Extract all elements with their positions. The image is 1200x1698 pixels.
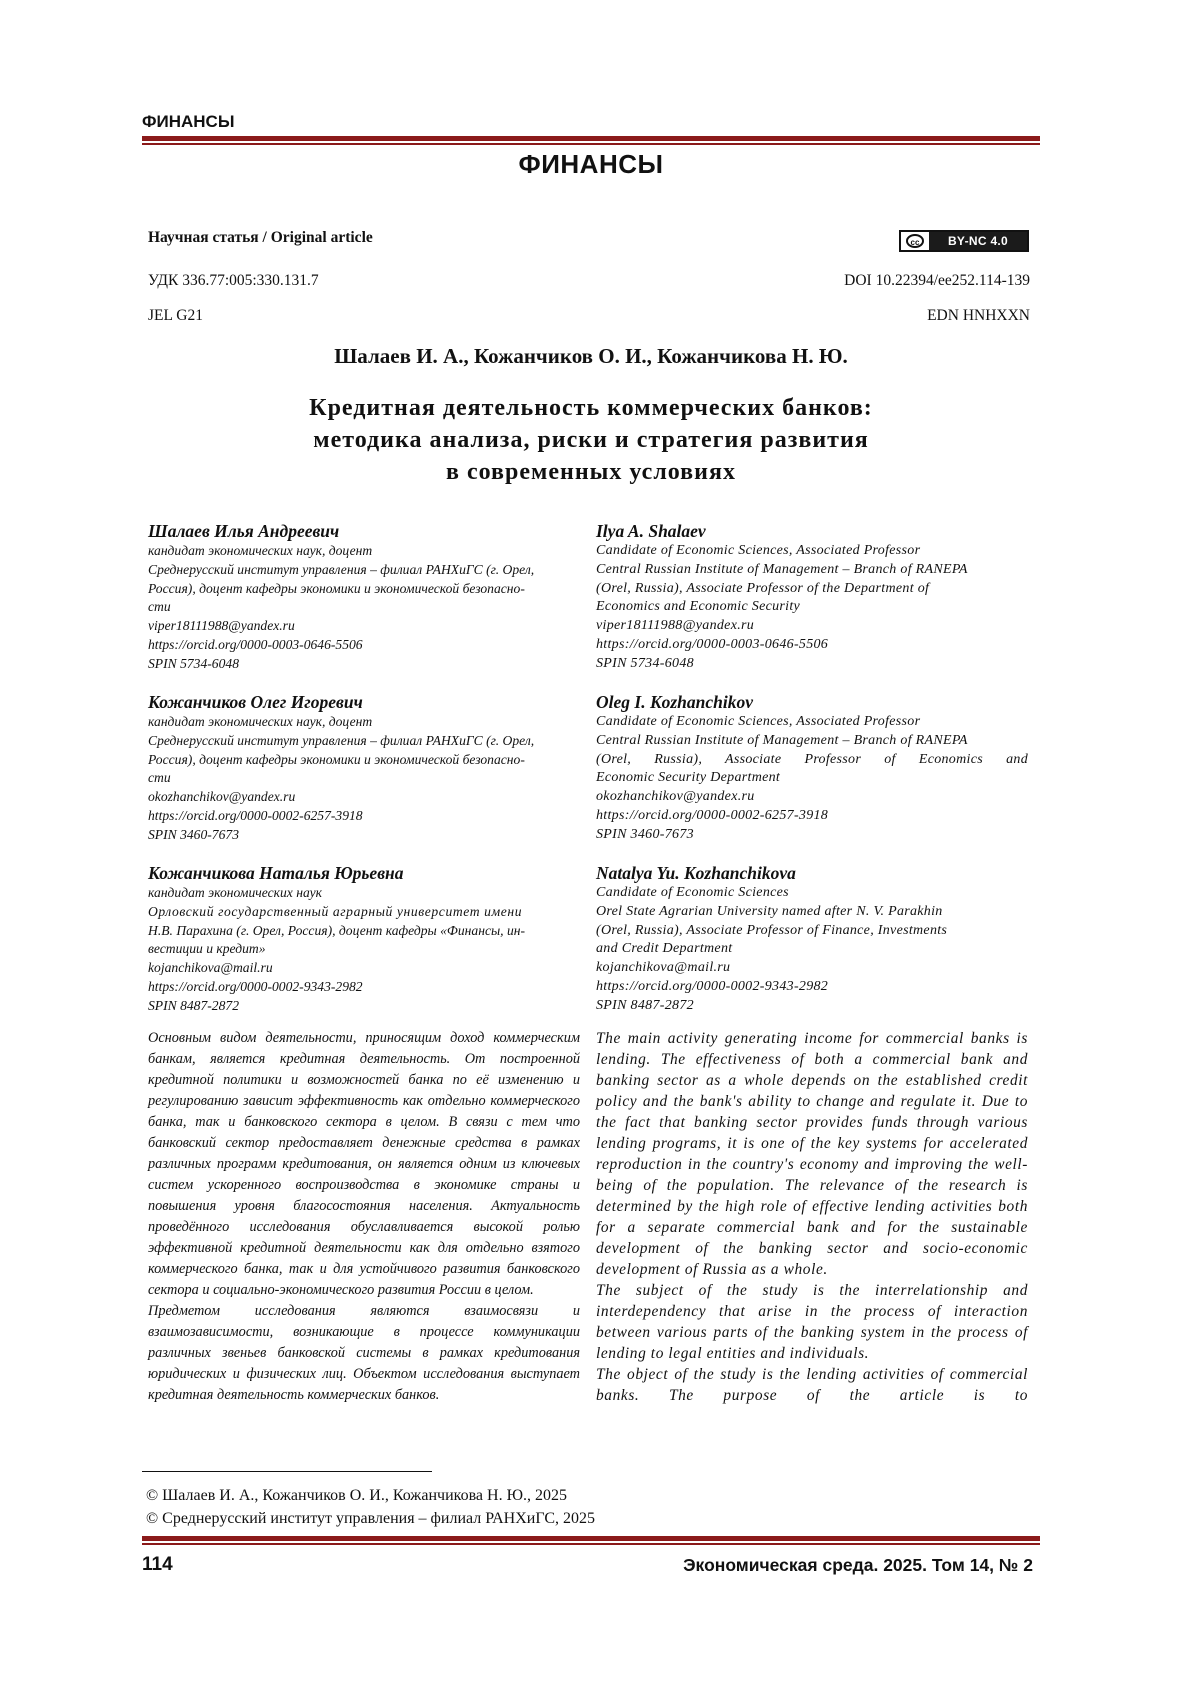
author-degree: Candidate of Economic Sciences, Associated Professor xyxy=(596,714,921,729)
abstract-paragraph: Основным видом деятельности, приносящим доход коммерческим банкам, является кредитная деятельность. От построенной кредитной политики и возможностей банка по её изменению и регулированию зависит эффективность как отдельно коммерческого банка, так и банковского сектора в целом. В связи с тем что банковский сектор предоставляет денежные средства в рамках различных программ кредитования, он является одним из ключевых систем ускоренного воспроизводства в экономике страны и повышения уровня благосостояния населения. Актуальность проведённого исследования обуславливается высокой ролью эффективной кредитной деятельности как для отдельно взятого коммерческого банка, так и для устойчивого развития банковского сектора и социально-экономического развития России в целом. xyxy=(148,1030,580,1298)
article-title xyxy=(142,392,1040,488)
copyright-line: © Среднерусский институт управления – филиал РАНХиГС, 2025 xyxy=(146,1510,596,1527)
jel-code: JEL G21 xyxy=(148,307,203,324)
author-email[interactable]: viper18111988@yandex.ru xyxy=(596,618,755,634)
title-line: Кредитная деятельность коммерческих банков: xyxy=(309,395,873,421)
abstract-paragraph: The main activity generating income for commercial banks is lending. The effectiveness of both a commercial bank and banking sector as a whole depends on the established credit policy and the bank's ability to change and regulate it. Due to the fact that banking sector provides funds through various lending programs, it is one of the key systems for accelerated reproduction in the country's economy and improving the well-being of the population. The relevance of the research is determined by the high role of effective lending activities both for a separate commercial bank and for the sustainable development of the banking sector and socio-economic development of Russia as a whole. xyxy=(596,1030,1028,1278)
author-affiliation: and Credit Department xyxy=(596,941,733,957)
author-affiliation: Central Russian Institute of Management – Branch of RANEPA xyxy=(596,732,968,748)
author-block-ru-3 xyxy=(148,862,580,1016)
author-orcid-link[interactable]: https://orcid.org/0000-0002-6257-3918 xyxy=(596,807,829,823)
author-name: Кожанчиков Олег Игоревич xyxy=(148,692,363,712)
author-affiliation: сти xyxy=(148,770,171,786)
abstract-paragraph: The subject of the study is the interrelationship and interdependency that arise in the process of interaction between various parts of the banking system in the process of lending to legal entities and individuals. xyxy=(596,1282,1028,1362)
doi[interactable]: DOI 10.22394/ee252.114-139 xyxy=(844,272,1030,289)
title-line: методика анализа, риски и стратегия развития xyxy=(313,427,869,453)
footer-rule-thin xyxy=(142,1543,1040,1545)
author-name: Natalya Yu. Kozhanchikova xyxy=(596,863,796,883)
author-spin: SPIN 3460-7673 xyxy=(148,826,239,842)
copyright-line: © Шалаев И. А., Кожанчиков О. И., Кожанчикова Н. Ю., 2025 xyxy=(146,1487,568,1504)
author-spin: SPIN 5734-6048 xyxy=(148,655,239,671)
author-block-en-2 xyxy=(596,691,1028,845)
author-orcid-link[interactable]: https://orcid.org/0000-0002-6257-3918 xyxy=(148,807,363,823)
author-affiliation: Economic Security Department xyxy=(596,770,781,786)
license-label: BY-NC 4.0 xyxy=(929,232,1027,250)
author-name: Ilya A. Shalaev xyxy=(596,521,706,541)
author-orcid-link[interactable]: https://orcid.org/0000-0002-9343-2982 xyxy=(148,978,363,994)
author-degree: Candidate of Economic Sciences xyxy=(596,885,789,900)
abstract-en xyxy=(596,1028,1028,1406)
authors-line: Шалаев И. А., Кожанчиков О. И., Кожанчикова Н. Ю. xyxy=(334,344,848,368)
author-name: Кожанчикова Наталья Юрьевна xyxy=(148,863,404,883)
author-affiliation: Среднерусский институт управления – филиал РАНХиГС (г. Орел, xyxy=(148,732,535,748)
copyright xyxy=(146,1484,595,1530)
cc-icon: cc xyxy=(901,232,929,250)
author-name: Oleg I. Kozhanchikov xyxy=(596,692,754,712)
author-degree: кандидат экономических наук xyxy=(148,885,322,900)
author-degree: кандидат экономических наук, доцент xyxy=(148,543,373,558)
author-affiliation: Orel State Agrarian University named after N. V. Parakhin xyxy=(596,903,943,919)
author-email[interactable]: kojanchikova@mail.ru xyxy=(148,960,273,976)
footnote-rule xyxy=(142,1471,432,1472)
journal-reference: Экономическая среда. 2025. Том 14, № 2 xyxy=(683,1555,1033,1575)
author-affiliation: Central Russian Institute of Management – Branch of RANEPA xyxy=(596,561,968,577)
abstract-paragraph: Предметом исследования являются взаимосвязи и взаимозависимости, возникающие в процессе коммуникации различных звеньев банковской системы в рамках кредитования юридических и физических лиц. Объектом исследования выступает кредитная деятельность коммерческих банков. xyxy=(148,1303,580,1403)
author-affiliation: Россия), доцент кафедры экономики и экономической безопасно- xyxy=(148,580,525,596)
abstract-paragraph: The object of the study is the lending activities of commercial banks. The purpose of the article is to xyxy=(596,1366,1028,1404)
author-spin: SPIN 3460-7673 xyxy=(596,826,694,842)
author-affiliation: (Orel, Russia), Associate Professor of the Department of xyxy=(596,580,930,596)
author-block-en-1 xyxy=(596,520,1028,674)
license-badge[interactable] xyxy=(899,230,1029,252)
author-affiliation: (Orel, Russia), Associate Professor of Economics and xyxy=(596,751,1028,767)
title-line: в современных условиях xyxy=(446,459,736,485)
author-affiliation: сти xyxy=(148,599,171,615)
author-affiliation: Орловский государственный аграрный университет имени xyxy=(148,903,523,919)
author-name: Шалаев Илья Андреевич xyxy=(148,521,340,541)
author-spin: SPIN 8487-2872 xyxy=(148,997,239,1013)
author-spin: SPIN 5734-6048 xyxy=(596,655,694,671)
header-rule-thin xyxy=(142,143,1040,145)
page-number: 114 xyxy=(142,1554,173,1575)
author-email[interactable]: okozhanchikov@yandex.ru xyxy=(148,789,296,805)
header-rule-thick xyxy=(142,136,1040,141)
author-spin: SPIN 8487-2872 xyxy=(596,997,694,1013)
author-orcid-link[interactable]: https://orcid.org/0000-0002-9343-2982 xyxy=(596,978,829,994)
author-block-ru-1 xyxy=(148,520,580,674)
abstract-ru xyxy=(148,1028,580,1406)
section-title: ФИНАНСЫ xyxy=(518,149,664,179)
author-affiliation: Россия), доцент кафедры экономики и экономической безопасно- xyxy=(148,751,525,767)
author-email[interactable]: okozhanchikov@yandex.ru xyxy=(596,789,755,805)
author-affiliation: (Orel, Russia), Associate Professor of Finance, Investments xyxy=(596,922,948,938)
edn: EDN HNHXXN xyxy=(927,307,1030,324)
author-email[interactable]: viper18111988@yandex.ru xyxy=(148,618,295,634)
author-block-ru-2 xyxy=(148,691,580,845)
author-affiliation: Среднерусский институт управления – филиал РАНХиГС (г. Орел, xyxy=(148,561,535,577)
author-block-en-3 xyxy=(596,862,1028,1016)
running-head: ФИНАНСЫ xyxy=(142,112,235,131)
author-degree: кандидат экономических наук, доцент xyxy=(148,714,373,729)
author-email[interactable]: kojanchikova@mail.ru xyxy=(596,960,731,976)
author-affiliation: Н.В. Парахина (г. Орел, Россия), доцент кафедры «Финансы, ин- xyxy=(148,922,526,938)
udk: УДК 336.77:005:330.131.7 xyxy=(148,272,319,289)
footer-rule-thick xyxy=(142,1536,1040,1541)
article-type: Научная статья / Original article xyxy=(148,229,373,246)
author-orcid-link[interactable]: https://orcid.org/0000-0003-0646-5506 xyxy=(148,636,363,652)
author-orcid-link[interactable]: https://orcid.org/0000-0003-0646-5506 xyxy=(596,636,829,652)
author-affiliation: вестиции и кредит» xyxy=(148,941,266,957)
author-affiliation: Economics and Economic Security xyxy=(596,599,801,615)
author-degree: Candidate of Economic Sciences, Associated Professor xyxy=(596,543,921,558)
